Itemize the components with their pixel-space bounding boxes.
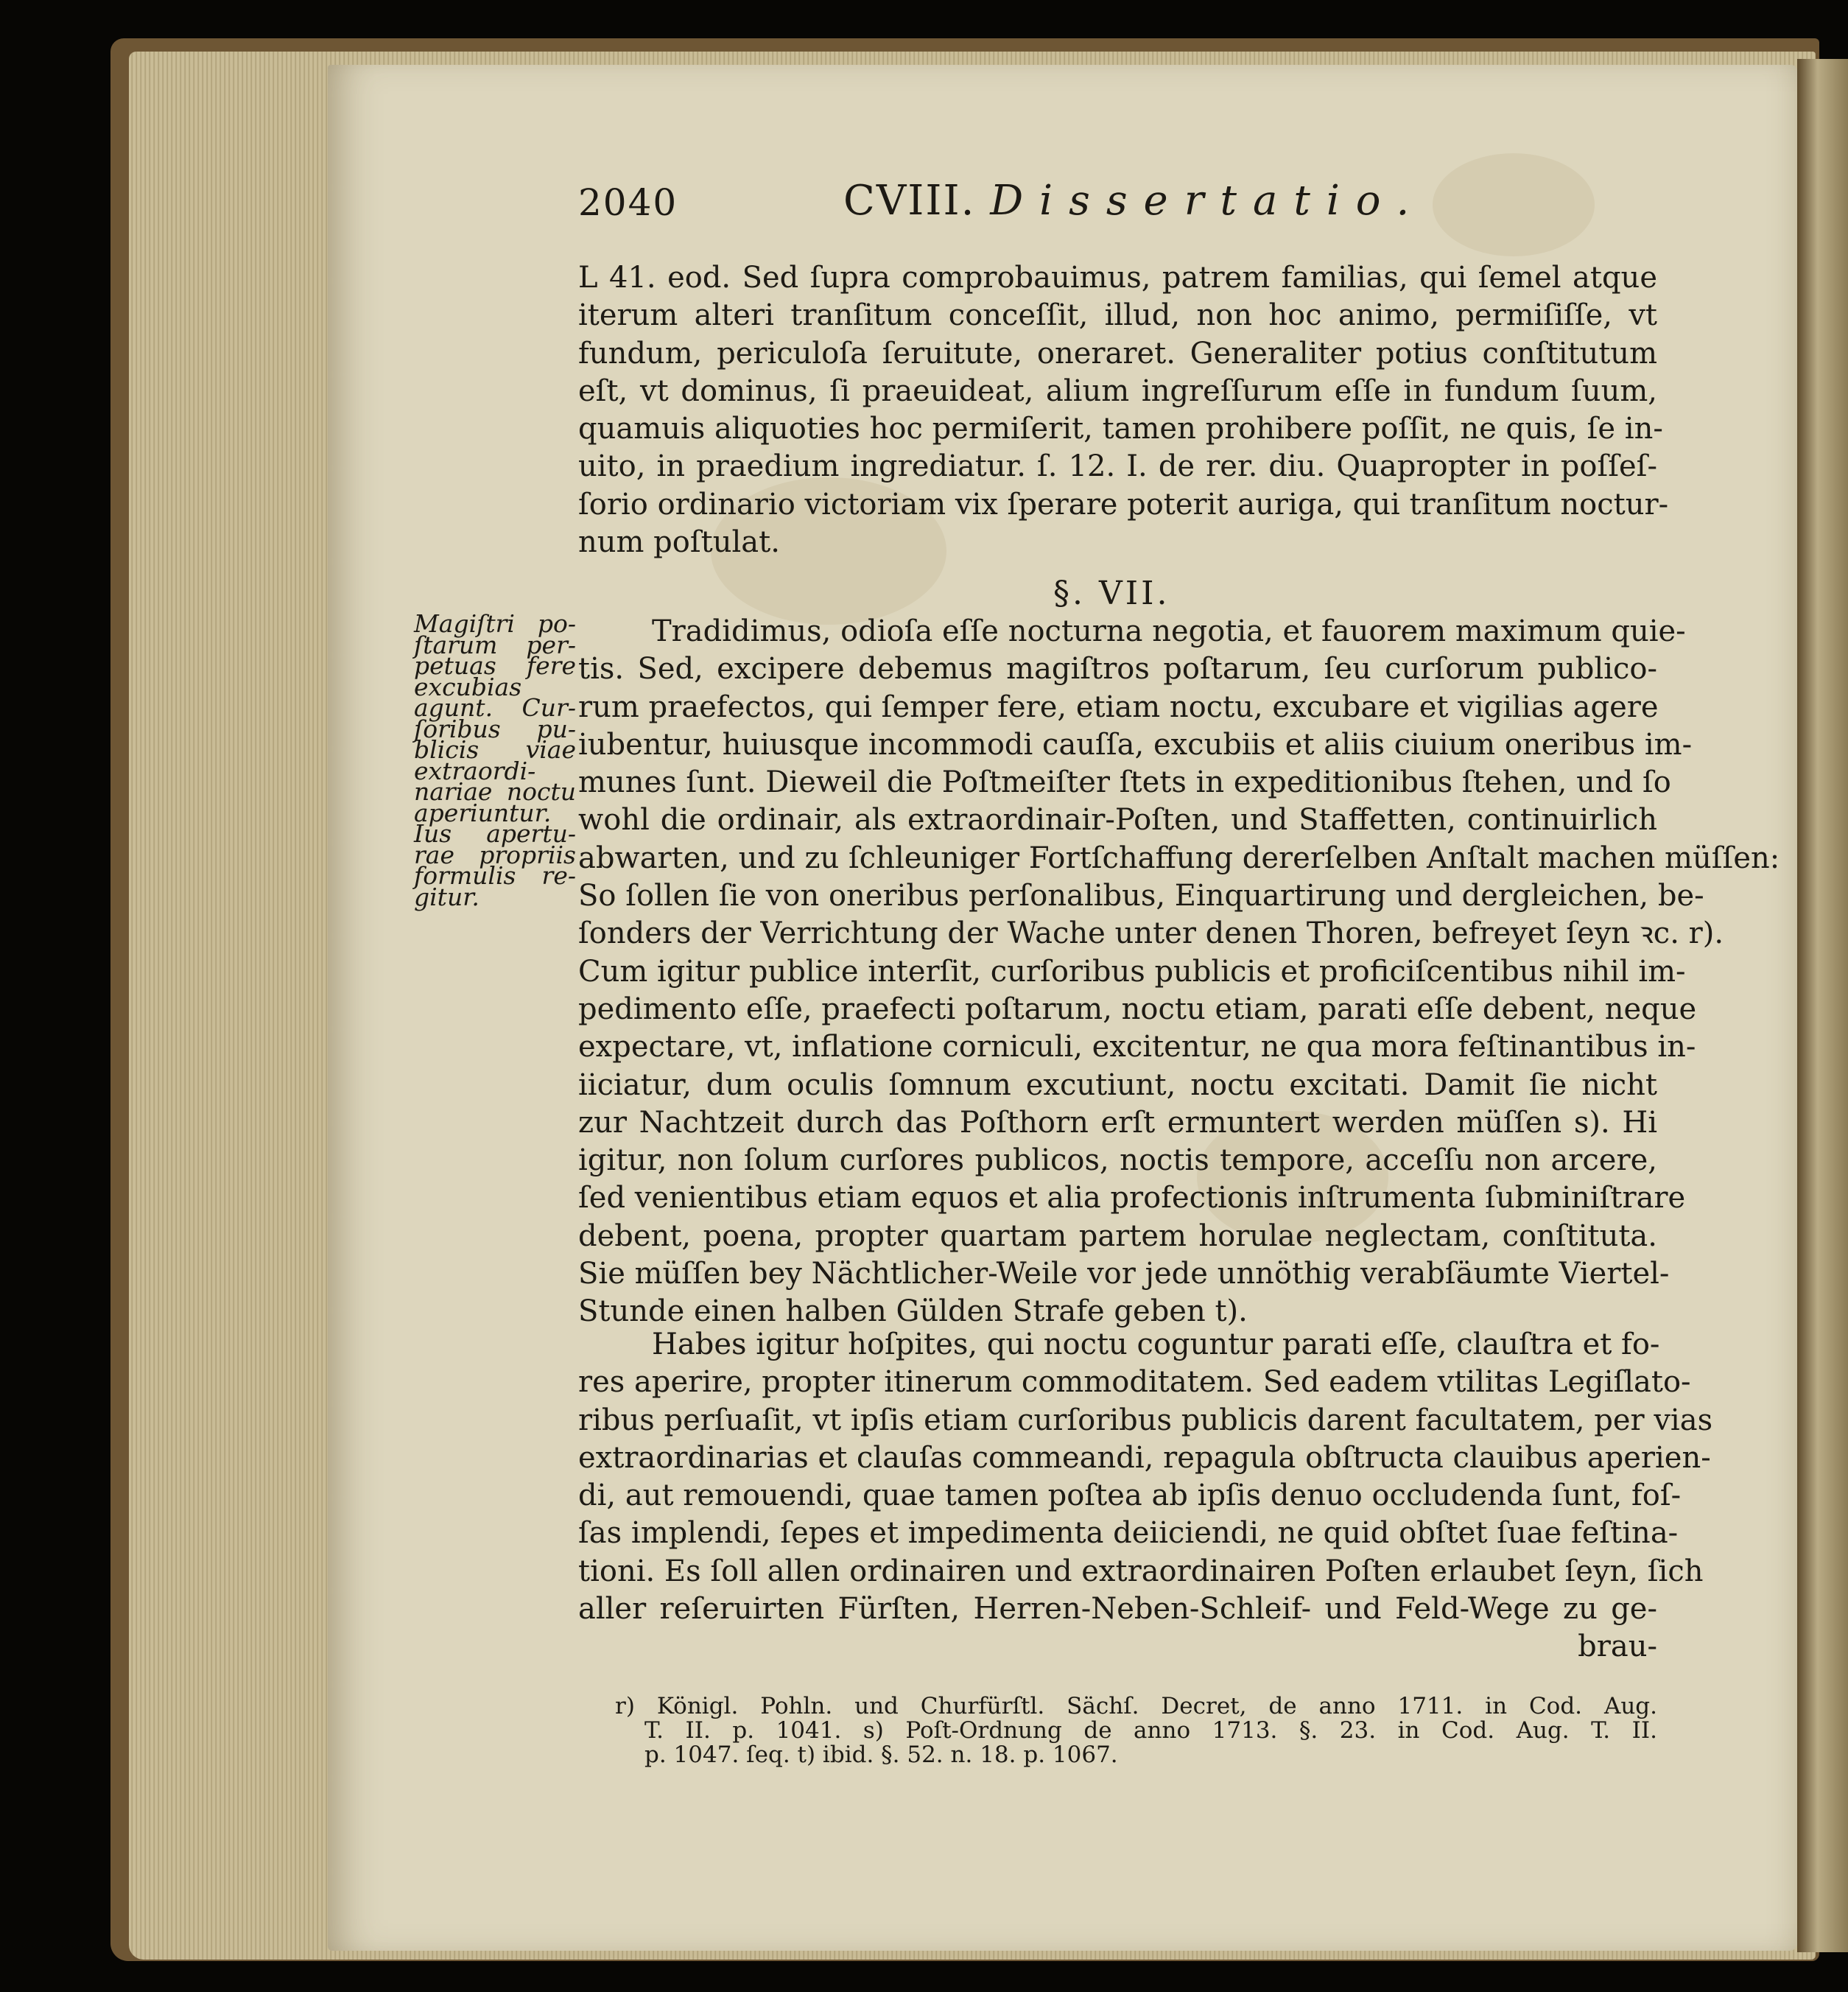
footnote-line: r) Königl. Pohln. und Churfürſtl. Sächſ. Decret, de anno 1711. in Cod. Aug.	[615, 1693, 1657, 1719]
text-line: L 41. eod. Sed ſupra comprobauimus, patrem familias, qui ſemel atque	[578, 261, 1657, 295]
text-line: ſonders der Verrichtung der Wache unter denen Thoren, befreyet ſeyn ꝛc. r).	[578, 916, 1724, 951]
margin-line: Magiſtri po-	[414, 609, 576, 638]
text-line: debent, poena, propter quartam partem horulae neglectam, conſtituta.	[578, 1218, 1657, 1253]
text-line: Tradidimus, odioſa eſſe nocturna negotia, et fauorem maximum quie-	[652, 614, 1686, 648]
text-line: res aperire, propter itinerum commoditatem. Sed eadem vtilitas Legiſlato-	[578, 1365, 1691, 1400]
margin-line: excubias	[414, 672, 522, 701]
text-line: tis. Sed, excipere debemus magiſtros poſtarum, ſeu curſorum publico-	[578, 652, 1657, 687]
text-line: Stunde einen halben Gülden Strafe geben t).	[578, 1294, 1248, 1329]
text-line: quamuis aliquoties hoc permiſerit, tamen prohibere poſſit, ne quis, ſe in-	[578, 412, 1663, 446]
margin-line: agunt. Cur-	[414, 693, 576, 722]
text-line: pedimento eſſe, praefecti poſtarum, noctu etiam, parati eſſe debent, neque	[578, 992, 1697, 1026]
text-line: extraordinarias et clauſas commeandi, repagula obſtructa clauibus aperien-	[578, 1440, 1711, 1475]
text-line: fundum, periculoſa ſeruitute, oneraret. Generaliter potius conſtitutum	[578, 336, 1657, 371]
footnote-line: T. II. p. 1041. s) Poſt-Ordnung de anno 1713. §. 23. in Cod. Aug. T. II.	[644, 1717, 1657, 1744]
text-line: eſt, vt dominus, ſi praeuideat, alium ingreſſurum eſſe in fundum ſuum,	[578, 374, 1657, 408]
text-line: ſas implendi, ſepes et impedimenta deiiciendi, ne quid obſtet ſuae feſtina-	[578, 1516, 1679, 1551]
margin-line: rae propriis	[414, 840, 576, 869]
margin-line: Ius apertu-	[414, 819, 576, 848]
catchword: brau-	[1578, 1630, 1657, 1664]
text-line: Habes igitur hoſpites, qui noctu coguntur parati eſſe, clauſtra et fo-	[652, 1328, 1660, 1361]
text-line: ſorio ordinario victoriam vix ſperare poterit auriga, qui tranſitum noctur-	[578, 487, 1669, 522]
paragraph-3	[578, 1326, 1713, 1666]
text-line: abwarten, und zu ſchleuniger Fortſchaffung dererſelben Anſtalt machen müſſen:	[578, 841, 1780, 875]
margin-line: ſoribus pu-	[414, 714, 576, 743]
text-line: iiciatur, dum oculis ſomnum excutiunt, noctu excitati. Damit ſie nicht	[578, 1067, 1657, 1102]
text-line: munes ſunt. Dieweil die Poſtmeiſter ſtets in expeditionibus ſtehen, und ſo	[578, 765, 1671, 800]
margin-line: aperiuntur.	[414, 798, 552, 827]
text-line: num poſtulat.	[578, 525, 780, 560]
margin-line: ſtarum per-	[414, 630, 576, 659]
text-line: So ſollen ſie von oneribus perſonalibus, Einquartirung und dergleichen, be-	[578, 879, 1704, 913]
text-line: igitur, non ſolum curſores publicos, noctis tempore, acceſſu non arcere,	[578, 1143, 1657, 1178]
footnote-line: p. 1047. ſeq. t) ibid. §. 52. n. 18. p. 1067.	[644, 1742, 1118, 1768]
text-line: aller reſeruirten Fürſten, Herren-Neben-Schleif- und Feld-Wege zu ge-	[578, 1592, 1657, 1627]
margin-line: nariae noctu	[414, 777, 576, 806]
text-line: Sie müſſen bey Nächtlicher-Weile vor jede unnöthig verabſäumte Viertel-	[578, 1257, 1670, 1291]
margin-line: blicis viae	[414, 735, 576, 764]
text-line: zur Nachtzeit durch das Poſthorn erſt ermuntert werden müſſen s). Hi	[578, 1105, 1657, 1140]
paragraph-1	[578, 259, 1669, 561]
text-line: uito, in praedium ingrediatur. ſ. 12. I. de rer. diu. Quapropter in poſſeſ-	[578, 449, 1657, 484]
text-line: expectare, vt, inflatione corniculi, excitentur, ne qua mora feſtinantibus in-	[578, 1030, 1696, 1065]
margin-line: petuas fere	[414, 651, 576, 680]
text-line: Cum igitur publice interſit, curſoribus publicis et proficiſcentibus nihil im-	[578, 954, 1686, 989]
text-line: tioni. Es ſoll allen ordinairen und extraordinairen Poſten erlaubet ſeyn, ſich	[578, 1554, 1704, 1588]
text-line: rum praefectos, qui ſemper fere, etiam noctu, excubare et vigilias agere	[578, 690, 1659, 724]
paragraph-2	[578, 613, 1780, 1331]
text-line: iubentur, huiusque incommodi cauſſa, excubiis et aliis ciuium oneribus im-	[578, 727, 1693, 762]
marginal-note	[414, 609, 576, 911]
page-number: 2040	[578, 181, 678, 224]
facing-page-edge	[1797, 59, 1848, 1952]
running-title: CVIII. Dissertatio.	[843, 177, 1426, 225]
margin-line: gitur.	[414, 882, 479, 911]
section-heading: §. VII.	[1053, 575, 1170, 612]
margin-line: formulis re-	[414, 861, 576, 890]
text-line: wohl die ordinair, als extraordinair-Poſten, und Staffetten, continuirlich	[578, 803, 1657, 838]
text-line: ſed venientibus etiam equos et alia profectionis inſtrumenta ſubminiſtrare	[578, 1181, 1686, 1216]
margin-line: extraordi-	[414, 756, 536, 785]
footnotes	[615, 1694, 1657, 1767]
text-line: iterum alteri tranſitum conceſſit, illud, non hoc animo, permiſiſſe, vt	[578, 298, 1657, 333]
text-line: di, aut remouendi, quae tamen poſtea ab ipſis denuo occludenda ſunt, foſ-	[578, 1479, 1682, 1513]
text-line: ribus perſuaſit, vt ipſis etiam curſoribus publicis darent facultatem, per vias	[578, 1403, 1713, 1437]
